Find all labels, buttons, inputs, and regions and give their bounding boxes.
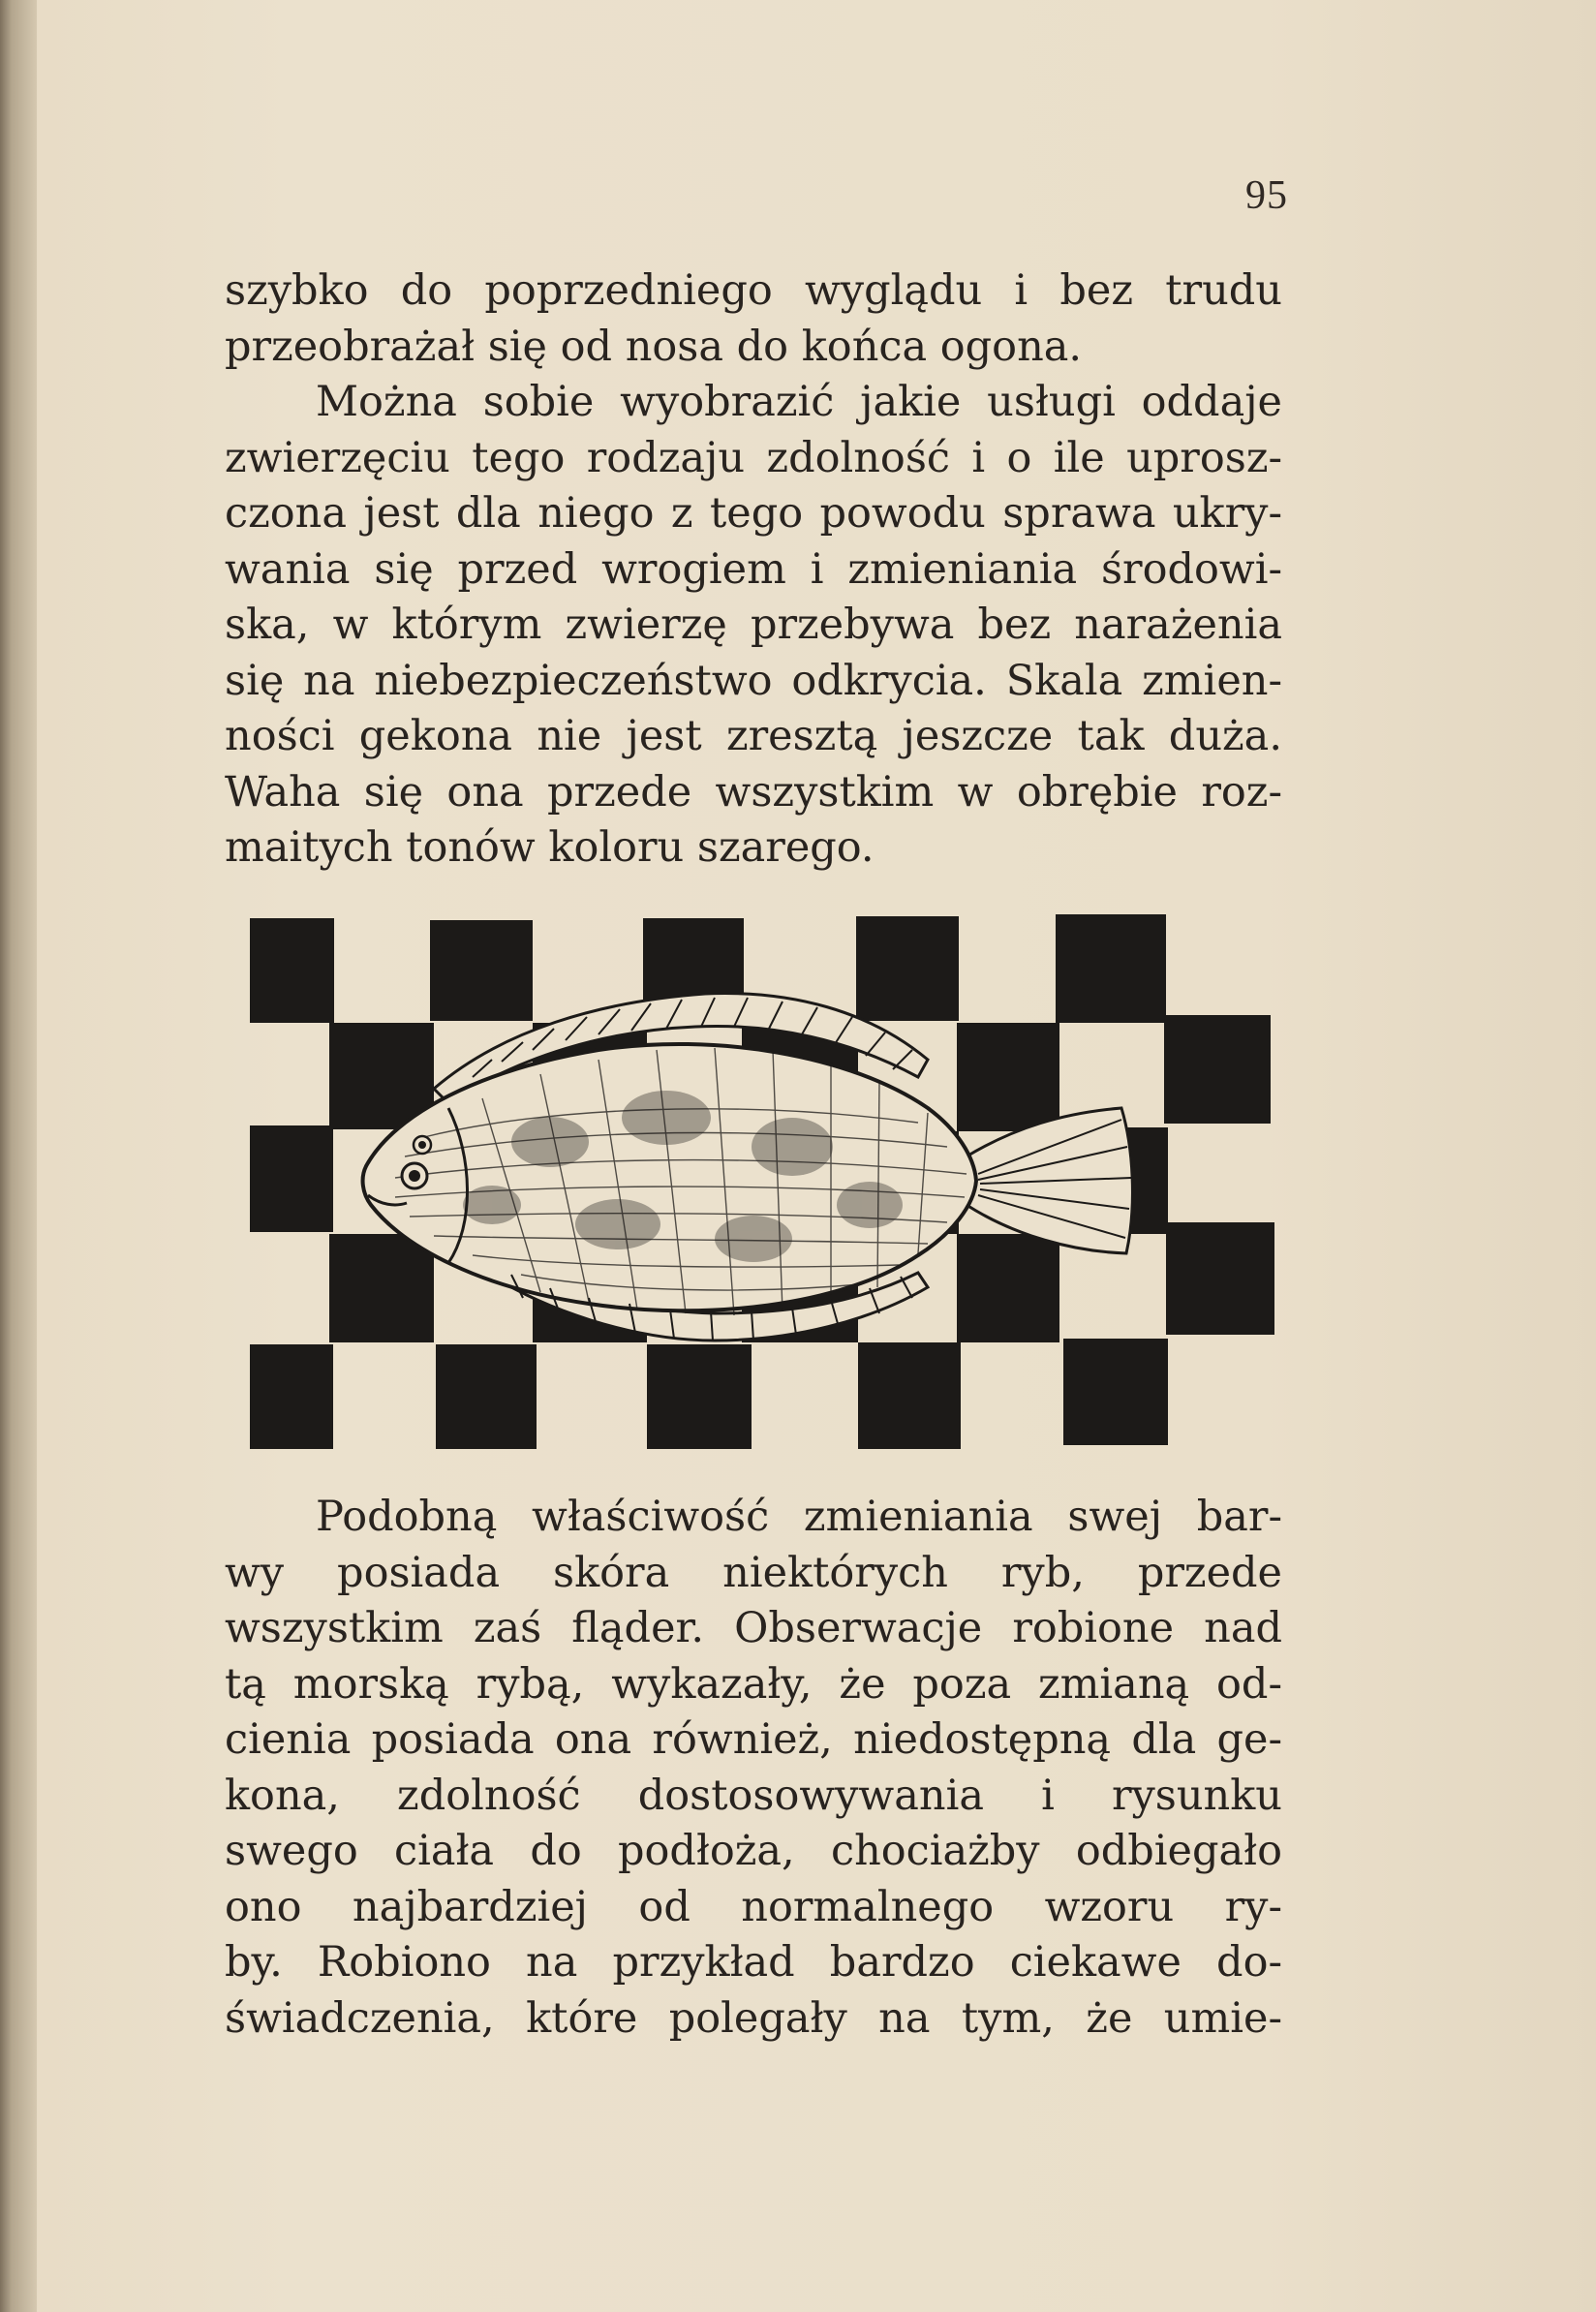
paragraph-bottom	[225, 1490, 1282, 2047]
text-line: czona jest dla niego z tego powodu sprawa ukry-	[225, 489, 1282, 538]
flounder-checkerboard-svg	[250, 914, 1276, 1452]
text-line: wszystkim zaś fląder. Obserwacje robione nad	[225, 1604, 1282, 1652]
text-line: przeobrażał się od nosa do końca ogona.	[225, 322, 1083, 371]
text-line: by. Robiono na przykład bardzo ciekawe do-	[225, 1938, 1282, 1987]
text-line: Podobną właściwość zmieniania swej bar-	[316, 1493, 1282, 1541]
text-line: zwierzęciu tego rodzaju zdolność i o ile uprosz-	[225, 433, 1282, 482]
text-line: wania się przed wrogiem i zmieniania środowi-	[225, 544, 1282, 594]
text-line: ności gekona nie jest zresztą jeszcze tak duża.	[225, 712, 1282, 760]
text-line: Można sobie wyobrazić jakie usługi oddaje	[316, 378, 1282, 426]
text-line: ska, w którym zwierzę przebywa bez narażenia	[225, 601, 1282, 649]
text-line: ono najbardziej od normalnego wzoru ry-	[225, 1882, 1282, 1931]
text-line: tą morską rybą, wykazały, że poza zmianą od-	[225, 1659, 1282, 1709]
flounder-illustration	[250, 914, 1276, 1452]
text-line: świadczenia, które polegały na tym, że umie-	[225, 1993, 1282, 2043]
paragraph-top	[225, 263, 1282, 877]
text-line: szybko do poprzedniego wyglądu i bez trudu	[225, 266, 1282, 315]
text-line: cienia posiada ona również, niedostępną dla ge-	[225, 1715, 1282, 1764]
text-line: maitych tonów koloru szarego.	[225, 823, 875, 872]
text-line: swego ciała do podłoża, chociażby odbiegało	[225, 1827, 1282, 1875]
text-line: kona, zdolność dostosowywania i rysunku	[225, 1771, 1282, 1820]
text-line: się na niebezpieczeństwo odkrycia. Skala zmien-	[225, 656, 1282, 705]
page-binding-shadow	[0, 0, 37, 2312]
text-line: wy posiada skóra niektórych ryb, przede	[225, 1548, 1282, 1597]
text-line: Waha się ona przede wszystkim w obrębie roz-	[225, 767, 1282, 817]
page-number: 95	[1245, 173, 1288, 218]
